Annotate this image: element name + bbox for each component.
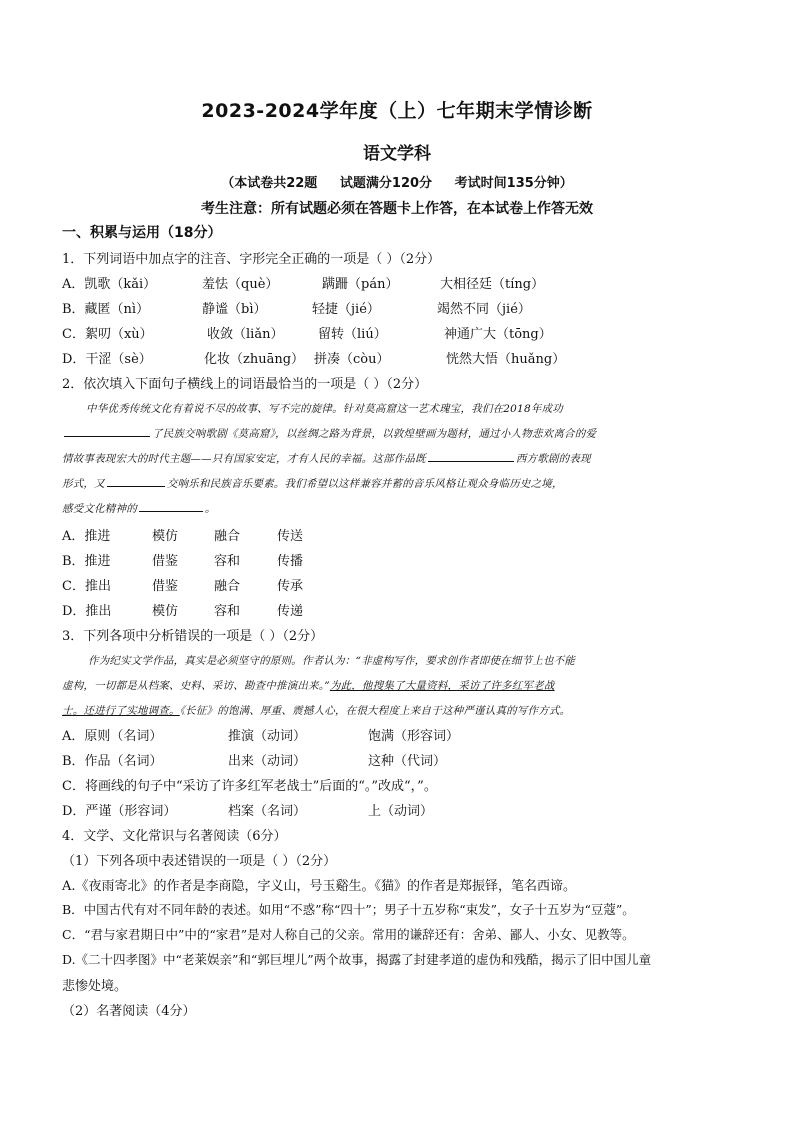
passage-line: 形式，又 交响乐和民族音乐要素。我们希望以这样兼容并蓄的音乐风格让观众身临历史之境， <box>62 478 563 490</box>
question-3-stem: 3．下列各项中分析错误的一项是（ ）（2分） <box>62 629 324 644</box>
passage-line: 作为纪实文学作品，真实是必须坚守的原则。作者认为：“非虚构写作，要求创作者即使在细节上也不能 <box>88 655 576 667</box>
question-4-option-d-continued: 悲惨处境。 <box>62 979 128 994</box>
question-4-option-d: D.《二十四孝图》中“老莱娱亲”和“郭巨埋儿”两个故事，揭露了封建孝道的虚伪和残酷，揭示了旧中国儿童 <box>62 952 652 967</box>
passage-line: 了民族交响歌剧《莫高窟》，以丝绸之路为背景，以敦煌壁画为题材，通过小人物悲欢离合的爱 <box>62 426 596 441</box>
passage-line: 感受文化精神的 。 <box>62 503 216 515</box>
passage-line: 中华优秀传统文化有着说不尽的故事、写不完的旋律。针对莫高窟这一艺术瑰宝，我们在2018年成功 <box>86 403 563 415</box>
fill-blank <box>107 476 165 487</box>
question-4-option-a: A.《夜雨寄北》的作者是李商隐，字义山，号玉谿生。《猫》的作者是郑振铎，笔名西谛。 <box>62 879 577 894</box>
question-4-option-b: B．中国古代有对不同年龄的表述。如用“不惑”称“四十”；男子十五岁称“束发”，女子十五岁为“豆蔻”。 <box>62 902 635 917</box>
question-4-option-c: C．“君与家君期日中”中的“家君”是对人称自己的父亲。常用的谦辞还有：舍弟、鄙人、小女、见教等。 <box>62 927 635 942</box>
underlined-sentence: 为此，他搜集了大量资料，采访了许多红军老战 <box>329 680 555 692</box>
exam-notice: 考生注意：所有试题必须在答题卡上作答，在本试卷上作答无效 <box>201 201 593 217</box>
exam-info: （本试卷共22题 试题满分120分 考试时间135分钟） <box>221 176 573 191</box>
fill-blank <box>139 501 203 512</box>
exam-subject: 语文学科 <box>363 144 431 164</box>
passage-line: 虚构，一切都是从档案、史料、采访、勘查中推演出来。”为此，他搜集了大量资料，采访了许多红军老战 <box>62 680 555 692</box>
passage-line: 情故事表现宏大的时代主题——只有国家安定，才有人民的幸福。这部作品既 西方歌剧的表现 <box>62 453 591 465</box>
passage-line: 士。还进行了实地调查。《长征》的饱满、厚重、震撼人心，在很大程度上来自于这种严谨认真的写作方式。 <box>62 705 571 717</box>
exam-title: 2023-2024学年度（上）七年期末学情诊断 <box>201 100 593 122</box>
question-4-subquestion-2: （2）名著阅读（4分） <box>62 1004 196 1019</box>
fill-blank <box>428 451 514 462</box>
question-3-option-c: C．将画线的句子中“采访了许多红军老战士”后面的“。”改成“，”。 <box>62 779 437 794</box>
fill-blank <box>64 426 150 437</box>
underlined-sentence: 士。还进行了实地调查。 <box>62 705 180 717</box>
exam-page: 2023-2024学年度（上）七年期末学情诊断 语文学科 （本试卷共22题 试题满分120分 考试时间135分钟） 考生注意：所有试题必须在答题卡上作答，在本试卷上作答无效 一、积累与运用（18分） 1．下列词语中加点字的注音、字形完全正确的一项是（ ）（2分） A．凯歌（kǎi） 羞怯（què） 蹒跚（pán） 大相径廷（tíng） B．藏匿（nì） 静谧（bì） 轻捷（jié） 竭然不同（jié） C．絮叨（xù） 收敛（liǎn） 留转（liú） 神通广大（tōng） D．干涩（sè） 化妆（zhuāng） 拼凑（còu） 恍然大悟（huǎng） 2．依次填入下面句子横线上的词语最恰当的一项是（ ）（2分） 中华优秀传统文化有着说不尽的故事、写不完的旋律。针对莫高窟这一艺术瑰宝，我们在2018年成功 了民族交响歌剧《莫高窟》，以丝绸之路为背景，以敦煌壁画为题材，通过小人物悲欢离合的爱 情故事表现宏大的时代主题——只有国家安定，才有人民的幸福。这部作品既 西方歌剧的表现 形式，又 交响乐和民族音乐要素。我们希望以这样兼容并蓄的音乐风格让观众身临历史之境， 感受文化精神的 。 A．推进 模仿 融合 传送 B．推进 借鉴 容和 传播 C．推出 借鉴 融合 传承 D．推出 模仿 容和 传递 3．下列各项中分析错误的一项是（ ）（2分） 作为纪实文学作品，真实是必须坚守的原则。作者认为：“非虚构写作，要求创作者即使在细节上也不能 虚构，一切都是从档案、史料、采访、勘查中推演出来。”为此，他搜集了大量资料，采访了许多红军老战 士。还进行了实地调查。《长征》的饱满、厚重、震撼人心，在很大程度上来自于这种严谨认真的写作方式。 A．原则（名词） 推演（动词） 饱满（形容词） B．作品（名词） 出来（动词） 这种（代词） C．将画线的句子中“采访了许多红军老战士”后面的“。”改成“，”。 D．严谨（形容词） 档案（名词） 上（动词） 4．文学、文化常识与名著阅读（6分） （1）下列各项中表述错误的一项是（ ）（2分） A.《夜雨寄北》的作者是李商隐，字义山，号玉谿生。《猫》的作者是郑振铎，笔名西谛。 B．中国古代有对不同年龄的表述。如用“不惑”称“四十”；男子十五岁称“束发”，女子十五岁为“豆蔻”。 C．“君与家君期日中”中的“家君”是对人称自己的父亲。常用的谦辞还有：舍弟、鄙人、小女、见教等。 D.《二十四孝图》中“老莱娱亲”和“郭巨埋儿”两个故事，揭露了封建孝道的虚伪和残酷，揭示了旧中国儿童 悲惨处境。 （2）名著阅读（4分） <box>0 0 794 1123</box>
question-4-subquestion-1: （1）下列各项中表述错误的一项是（ ）（2分） <box>62 854 337 869</box>
section-heading: 一、积累与运用（18分） <box>62 225 222 241</box>
question-2-stem: 2．依次填入下面句子横线上的词语最恰当的一项是（ ）（2分） <box>62 377 428 392</box>
question-4-stem: 4．文学、文化常识与名著阅读（6分） <box>62 829 287 844</box>
question-1-stem: 1．下列词语中加点字的注音、字形完全正确的一项是（ ）（2分） <box>62 252 441 267</box>
